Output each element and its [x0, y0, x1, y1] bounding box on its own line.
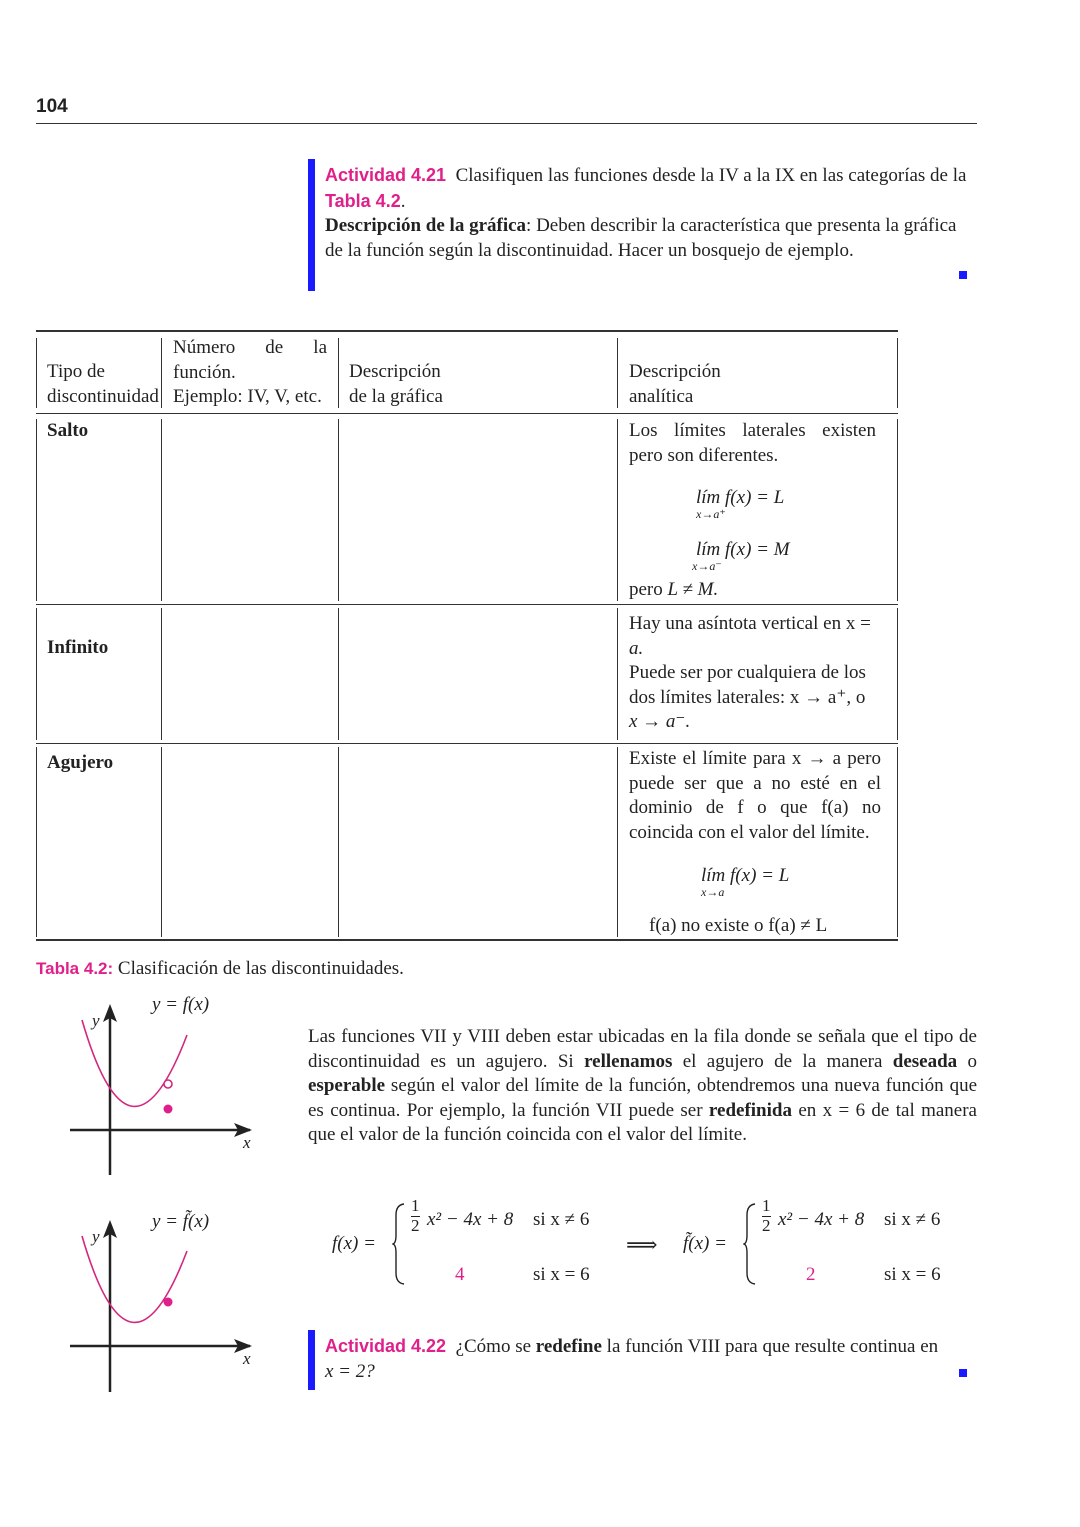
row-salto-text: Los límites laterales existen pero son diferentes. — [629, 420, 876, 466]
row-infinito-text: Hay una asíntota vertical en x = a. Puede ser por cualquiera de los dos límites laterales: x → a⁺, o x → a⁻. — [629, 613, 871, 732]
table-caption — [36, 958, 404, 980]
activity-text: Clasifiquen las funciones desde la IV a la IX en las categorías de la — [455, 165, 967, 186]
y-axis-label: y — [92, 1227, 100, 1246]
f-lhs: f(x) = — [332, 1233, 376, 1254]
activity-4-22: Actividad 4.22 ¿Cómo se redefine la función VIII para que resulte continua en x = 2? — [308, 1330, 977, 1390]
period: . — [400, 190, 406, 212]
table-rule-bottom — [36, 939, 898, 941]
table-rule-row2 — [36, 743, 898, 744]
filled-point — [164, 1298, 173, 1307]
salto-note: pero L ≠ M. — [629, 579, 719, 600]
desc-text: : Deben describir la característica que presenta la gráfica de la función según la discontinuidad. Hacer un bosquejo de ejemplo. — [325, 215, 957, 261]
agujero-lim: lím f(x) = L x→a — [701, 865, 790, 899]
header-numero: Número de la función. Ejemplo: IV, V, etc. — [173, 337, 327, 407]
activity-4-21 — [308, 159, 977, 291]
table-ref-link[interactable]: Tabla 4.2 — [325, 190, 401, 211]
header-rule — [36, 123, 977, 124]
graph-f-tilde — [60, 1206, 270, 1396]
discontinuity-table — [36, 330, 898, 942]
row-infinito-name: Infinito — [47, 637, 109, 658]
x-axis-label: x — [243, 1349, 251, 1368]
ft-lhs: f̃(x) = — [683, 1233, 727, 1254]
end-mark — [959, 271, 967, 279]
y-axis-label: y — [92, 1011, 100, 1030]
activity-label: Actividad 4.21 — [325, 165, 447, 185]
header-analitica: Descripción analítica — [629, 361, 721, 407]
frac-half: 1 2 — [411, 1196, 420, 1235]
graph-ft-label: y = f̃(x) — [152, 1211, 210, 1232]
left-brace — [392, 1203, 406, 1285]
end-mark-2 — [959, 1369, 967, 1377]
x-axis-label: x — [243, 1133, 251, 1152]
page-number: 104 — [36, 96, 68, 117]
caption-label: Tabla 4.2: — [36, 959, 114, 978]
graph-f — [60, 990, 270, 1180]
salto-lim2: lím f(x) = M x→a⁻ — [692, 539, 790, 573]
caption-text: Clasificación de las discontinuidades. — [117, 958, 404, 979]
parabola-curve — [82, 1236, 187, 1322]
header-tipo: Tipo de discontinuidad — [47, 361, 159, 407]
table-rule-header — [36, 413, 898, 414]
value-ft: 2 — [806, 1264, 816, 1285]
implies-symbol: ⟹ — [626, 1232, 658, 1257]
table-rule-row1 — [36, 604, 898, 605]
row-agujero-name: Agujero — [47, 752, 114, 773]
graph-f-label: y = f(x) — [152, 994, 210, 1015]
left-brace-2 — [743, 1203, 757, 1285]
frac-half-2: 1 2 — [762, 1196, 771, 1235]
row-salto-name: Salto — [47, 420, 89, 441]
desc-bold: Descripción de la gráfica — [325, 215, 527, 236]
cond2-f: si x = 6 — [533, 1264, 590, 1285]
row-agujero-text: Existe el límite para x → a pero puede ser que a no esté en el dominio de f o que f(a) no coincida con el valor del límite. — [629, 748, 881, 843]
cond2-ft: si x = 6 — [884, 1264, 941, 1285]
activity-label: Actividad 4.22 — [325, 1336, 447, 1356]
agujero-note: f(a) no existe o f(a) ≠ L — [649, 915, 828, 936]
value-f: 4 — [455, 1264, 465, 1285]
parabola-curve — [82, 1020, 187, 1106]
header-grafica: Descripción de la gráfica — [349, 361, 443, 407]
expr-f: x² − 4x + 8 — [427, 1209, 514, 1230]
expr-ft: x² − 4x + 8 — [778, 1209, 865, 1230]
cond1-ft: si x ≠ 6 — [884, 1209, 941, 1230]
table-rule-top — [36, 330, 898, 332]
open-point — [164, 1080, 172, 1088]
cond1-f: si x ≠ 6 — [533, 1209, 590, 1230]
explanation-paragraph: Las funciones VII y VIII deben estar ubicadas en la fila donde se señala que el tipo de discontinuidad es un agujero. Si rellenamos el agujero de la manera deseada o esperable según el valor del límite de la función, obtendremos una nueva función que es continua. Por ejemplo, la función VII puede ser redefinida en x = 6 de tal manera que el valor de la función coincida con el valor del límite. — [308, 1026, 978, 1145]
filled-point — [164, 1105, 173, 1114]
salto-lim1: lím f(x) = L x→a⁺ — [696, 487, 785, 521]
